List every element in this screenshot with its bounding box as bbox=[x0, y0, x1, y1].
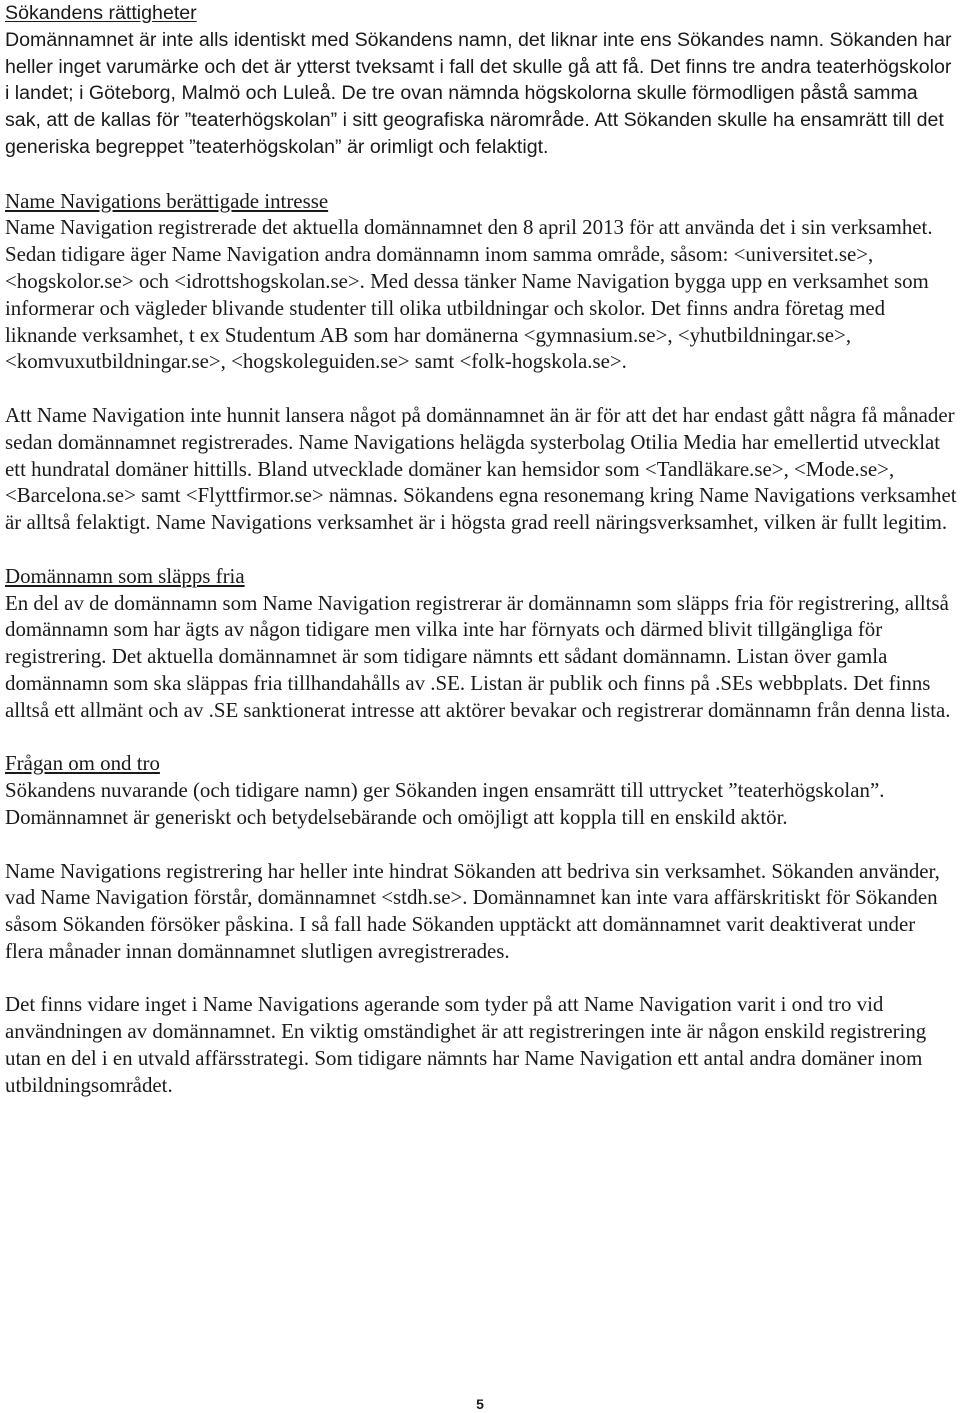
paragraph-released-domains: En del av de domännamn som Name Navigation registrerar är domännamn som släpps fria för registrering, alltså domännamn som har ägts av någon tidigare men vilka inte har förnyats och därmed blivit tillgängliga för registrering. Det aktuella domännamnet är som tidigare nämnts ett sådant domännamn. Listan över gamla domännamn som ska släppas fria tillhandahålls av .SE. Listan är publik och finns på .SEs webbplats. Det finns alltså ett allmänt och av .SE sanktionerat intresse att aktörer bevakar och registrerar domännamn från denna lista. bbox=[5, 590, 951, 722]
paragraph-bad-faith-2: Name Navigations registrering har heller inte hindrat Sökanden att bedriva sin verksamhet. Sökanden använder, vad Name Navigation förstår, domännamnet <stdh.se>. Domännamnet kan inte vara affärskritiskt för Sökanden såsom Sökanden försöker påskina. I så fall hade Sökanden upptäckt att domännamnet varit deaktiverat under flera månader innan domännamnet slutligen avregistrerades. bbox=[5, 858, 940, 963]
section-heading-applicant-rights: Sökandens rättigheter bbox=[5, 2, 197, 24]
paragraph-gap bbox=[5, 831, 957, 858]
section-heading-released-domains: Domännamn som släpps fria bbox=[5, 563, 245, 588]
paragraph-bad-faith-3: Det finns vidare inget i Name Navigations agerande som tyder på att Name Navigation varit i ond tro vid användningen av domännamnet. En viktig omständighet är att registreringen inte är någon enskild registrering utan en del i en utvald affärsstrategi. Som tidigare nämnts har Name Navigation ett antal andra domäner inom utbildningsområdet. bbox=[5, 992, 927, 1097]
section-heading-legitimate-interest: Name Navigations berättigade intresse bbox=[5, 188, 329, 213]
page-number: 5 bbox=[476, 1396, 484, 1412]
paragraph-bad-faith-1: Sökandens nuvarande (och tidigare namn) ger Sökanden ingen ensamrätt till uttrycket ”teaterhögskolan”. Domännamnet är generiskt och betydelsebärande och omöjligt att koppla till en enskild aktör. bbox=[5, 778, 885, 829]
paragraph-gap bbox=[5, 536, 957, 563]
section-heading-bad-faith: Frågan om ond tro bbox=[5, 751, 160, 776]
paragraph-legitimate-interest-1: Name Navigation registrerade det aktuella domännamnet den 8 april 2013 för att använda det i sin verksamhet. Sedan tidigare äger Name Navigation andra domännamn inom samma område, såsom: <universitet.se>, <hogskolor.se> och <idrottshogskolan.se>. Med dessa tänker Name Navigation bygga upp en verksamhet som informerar och vägleder blivande studenter till olika utbildningar och skolor. Det finns andra företag med liknande verksamhet, t ex Studentum AB som har domänerna <gymnasium.se>, <yhutbildningar.se>, <komvuxutbildningar.se>, <hogskoleguiden.se> samt <folk-hogskola.se>. bbox=[5, 215, 933, 374]
paragraph-applicant-rights: Domännamnet är inte alls identiskt med Sökandens namn, det liknar inte ens Sökandes namn. Sökanden har heller inget varumärke och det är ytterst tveksamt i fall det skulle gå att få. Det finns tre andra teaterhögskolor i landet; i Göteborg, Malmö och Luleå. De tre ovan nämnda högskolorna skulle förmodligen påstå samma sak, att de kallas för ”teaterhögskolan” i sitt geografiska närområde. Att Sökanden skulle ha ensamrätt till det generiska begreppet ”teaterhögskolan” är orimligt och felaktigt. bbox=[5, 28, 952, 158]
paragraph-legitimate-interest-2: Att Name Navigation inte hunnit lansera något på domännamnet än är för att det har endast gått några få månader sedan domännamnet registrerades. Name Navigations helägda systerbolag Otilia Media har emellertid utvecklat ett hundratal domäner hittills. Bland utvecklade domäner kan hemsidor som <Tandläkare.se>, <Mode.se>, <Barcelona.se> samt <Flyttfirmor.se> nämnas. Sökandens egna resonemang kring Name Navigations verksamhet är alltså felaktigt. Name Navigations verksamhet är i högsta grad reell näringsverksamhet, vilken är fullt legitim. bbox=[5, 402, 957, 535]
document-page bbox=[5, 0, 957, 1099]
paragraph-gap bbox=[5, 161, 957, 188]
paragraph-gap bbox=[5, 965, 957, 992]
paragraph-gap bbox=[5, 724, 957, 751]
paragraph-gap bbox=[5, 375, 957, 402]
